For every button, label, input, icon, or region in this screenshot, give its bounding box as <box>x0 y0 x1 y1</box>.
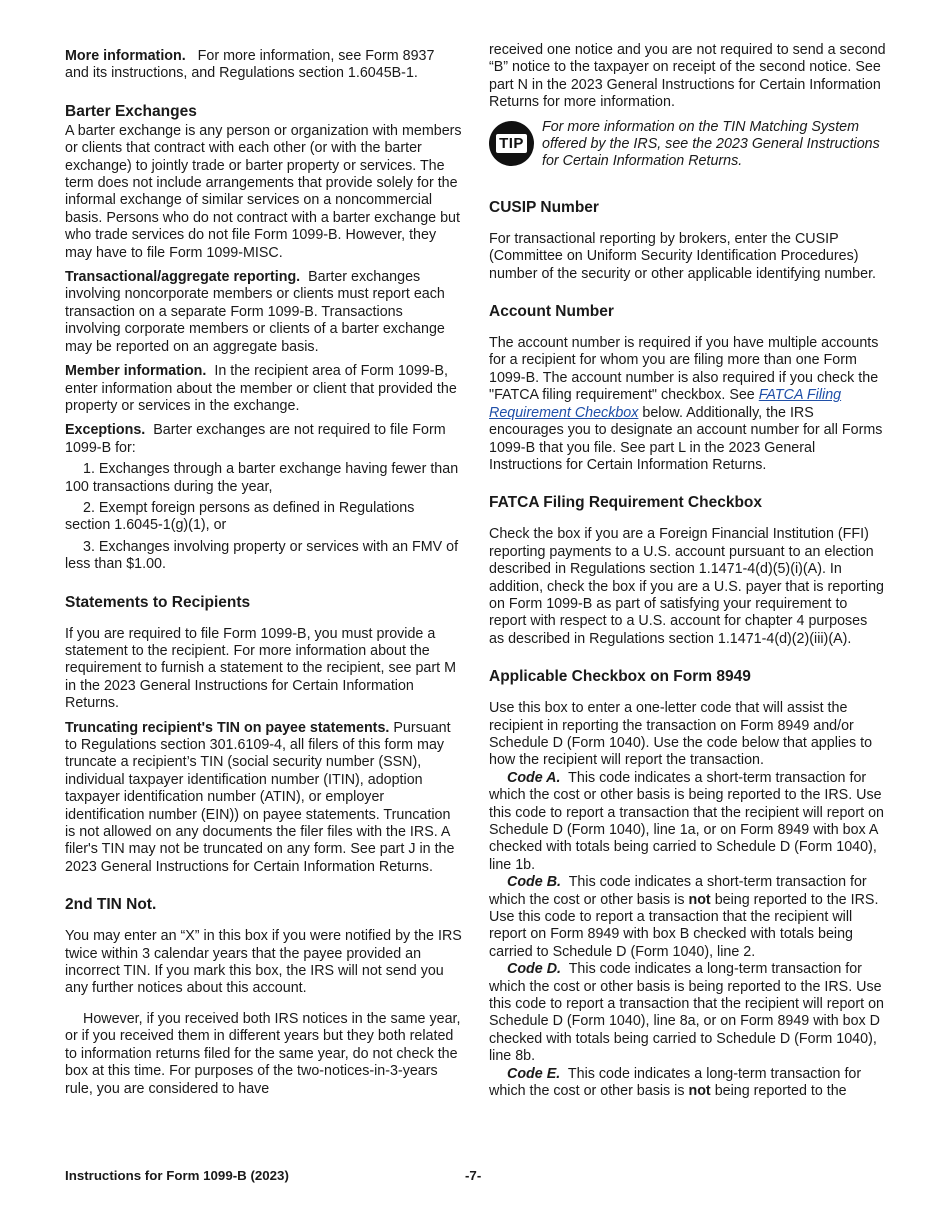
tip-label: TIP <box>496 134 527 153</box>
account-heading: Account Number <box>489 303 614 321</box>
barter-text: A barter exchange is any person or organization with members or clients that contract with each other (or with the barter exchange) to jointly trade or barter property or services. The term does not include arrangements that provide solely for the informal exchange of similar services on a noncommercial basis. Persons who do not contract with a barter exchange but who trade services do not file Form 1099-B. However, they may have to file Form 1099-MISC. <box>65 122 462 261</box>
code-a-lead: Code A. <box>507 769 561 786</box>
member-text: In the recipient area of Form 1099-B, enter information about the member or client that provided the property or services in the exchange. <box>65 363 457 414</box>
code-e-bold: not <box>688 1083 711 1100</box>
exceptions-text: Barter exchanges are not required to file Form 1099-B for: <box>65 422 446 456</box>
continuation-text: received one notice and you are not required to send a second “B” notice to the taxpayer on receipt of the second notice. See part N in the 2023 General Instructions for Certain Information Returns for more information. <box>489 42 886 111</box>
list-item: 2. Exempt foreign persons as defined in Regulations section 1.6045-1(g)(1), or <box>65 499 415 534</box>
truncating-text: Pursuant to Regulations section 301.6109-4, all filers of this form may truncate a recipient’s TIN (social security number (SSN), individual taxpayer identification number (ITIN), adoption taxpayer identification number (ATIN), or employer identification number (EIN)) on payee statements. Truncation is not allowed on any documents the filer files with the IRS. A filer's TIN may not be truncated on any form. See part J in the 2023 General Instructions for Certain Information Returns. <box>65 719 455 875</box>
code-b-lead: Code B. <box>507 874 562 891</box>
code-b-post: being reported to the IRS. Use this code to report a transaction that the recipient will report on Form 8949 with box B checked with totals being carried to Schedule D (Form 1040), line 2. <box>489 891 879 960</box>
account-text <box>489 335 886 474</box>
right-column <box>489 44 886 1101</box>
tip-icon <box>489 121 534 166</box>
code-b-bold: not <box>688 891 711 908</box>
code-d-text: This code indicates a long-term transaction for which the cost or other basis is being reported to the IRS. Use this code to report a transaction that the recipient will report on Schedule D (Form 1040), line 8a, or on Form 8949 with box D checked with totals being carried to Schedule D (Form 1040), line 8b. <box>489 961 884 1065</box>
truncating-lead: Truncating recipient's TIN on payee statements. <box>65 719 390 736</box>
barter-heading: Barter Exchanges <box>65 102 197 120</box>
cusip-text: For transactional reporting by brokers, enter the CUSIP (Committee on Uniform Security Identification Procedures) number of the security or other applicable identifying number. <box>489 230 877 282</box>
account-text-before: The account number is required if you have multiple accounts for a recipient for whom you are filing more than one Form 1099-B. The account number is also required if you check the "FATCA filing requirement" checkbox. See <box>489 335 879 404</box>
member-paragraph <box>65 363 462 415</box>
fatca-checkbox-link[interactable]: FATCA Filing Requirement Checkbox <box>489 387 842 421</box>
exceptions-lead: Exceptions. <box>65 422 146 439</box>
applicable-heading: Applicable Checkbox on Form 8949 <box>489 668 751 686</box>
code-d-lead: Code D. <box>507 961 562 978</box>
code-a-text: This code indicates a short-term transaction for which the cost or other basis is being reported to the IRS. Use this code to report a transaction that the recipient will report on Schedule D (Form 1040), line 1a, or on Form 8949 with box A checked with totals being carried to Schedule D (Form 1040), line 1b. <box>489 769 884 873</box>
code-a-paragraph <box>489 770 886 874</box>
statements-text: If you are required to file Form 1099-B, you must provide a statement to the recipient. For more information about the requirement to furnish a statement to the recipient, see part M in the 2023 General Instructions for Certain Information Returns. <box>65 625 456 712</box>
tip-text: For more information on the TIN Matching System offered by the IRS, see the 2023 General Instructions for Certain Information Returns. <box>542 118 880 170</box>
exceptions-paragraph <box>65 422 462 457</box>
list-item: 3. Exchanges involving property or services with an FMV of less than $1.00. <box>65 538 459 573</box>
trans-paragraph <box>65 269 462 356</box>
tip-box <box>489 119 886 171</box>
code-e-post: being reported to the <box>714 1083 847 1100</box>
code-e-paragraph <box>489 1066 886 1101</box>
code-b-pre: This code indicates a short-term transaction for which the cost or other basis is <box>489 874 867 908</box>
fatca-text: Check the box if you are a Foreign Financial Institution (FFI) reporting payments to a U.S. account pursuant to an election described in Regulations section 1.1471-4(d)(5)(i)(A). In addition, check the box if you are a U.S. payer that is reporting on Form 1099-B as part of satisfying your requirement to report with respect to a U.S. account for chapter 4 purposes as described in Regulations section 1.1471-4(d)(2)(iii)(A). <box>489 526 884 647</box>
footer-title: Instructions for Form 1099-B (2023) <box>65 1168 289 1183</box>
code-d-paragraph <box>489 961 886 1065</box>
trans-lead: Transactional/aggregate reporting. <box>65 269 301 286</box>
account-text-after: below. Additionally, the IRS encourages you to designate an account number for all Forms 1099-B that you file. See part L in the 2023 General Instructions for Certain Information Returns. <box>489 404 883 473</box>
code-b-paragraph <box>489 874 886 961</box>
left-column <box>65 44 462 1098</box>
truncating-paragraph <box>65 720 462 877</box>
code-e-lead: Code E. <box>507 1065 561 1082</box>
fatca-heading: FATCA Filing Requirement Checkbox <box>489 494 762 512</box>
member-lead: Member information. <box>65 363 207 380</box>
more-info-paragraph <box>65 48 462 83</box>
applicable-text: Use this box to enter a one-letter code that will assist the recipient in reporting the transaction on Form 8949 and/or Schedule D (Form 1040). Use the code below that applies to how the recipient will report the transaction. <box>489 700 873 769</box>
page-number: -7- <box>465 1168 482 1183</box>
code-e-pre: This code indicates a long-term transaction for which the cost or other basis is <box>489 1065 862 1100</box>
statements-heading: Statements to Recipients <box>65 593 251 611</box>
tin-text-1: You may enter an “X” in this box if you were notified by the IRS twice within 3 calendar years that the payee provided an incorrect TIN. If you mark this box, the IRS will not send you any further notices about this account. <box>65 928 462 997</box>
trans-text: Barter exchanges involving noncorporate members or clients must report each transaction on a separate Form 1099-B. Transactions involving corporate members or clients of a barter exchange may be reported on an aggregate basis. <box>65 269 445 355</box>
cusip-heading: CUSIP Number <box>489 198 599 216</box>
more-info-text: For more information, see Form 8937 and its instructions, and Regulations section 1.6045B-1. <box>65 48 435 82</box>
tin-text-2: However, if you received both IRS notices in the same year, or if you received them in different years but they both related to information returns filed for the same year, do not check the box at this time. For purposes of the two-notices-in-3-years rule, you are considered to have <box>65 1010 461 1097</box>
more-info-lead: More information. <box>65 48 186 64</box>
list-item: 1. Exchanges through a barter exchange having fewer than 100 transactions during the year, <box>65 461 459 495</box>
tin-heading: 2nd TIN Not. <box>65 896 157 914</box>
